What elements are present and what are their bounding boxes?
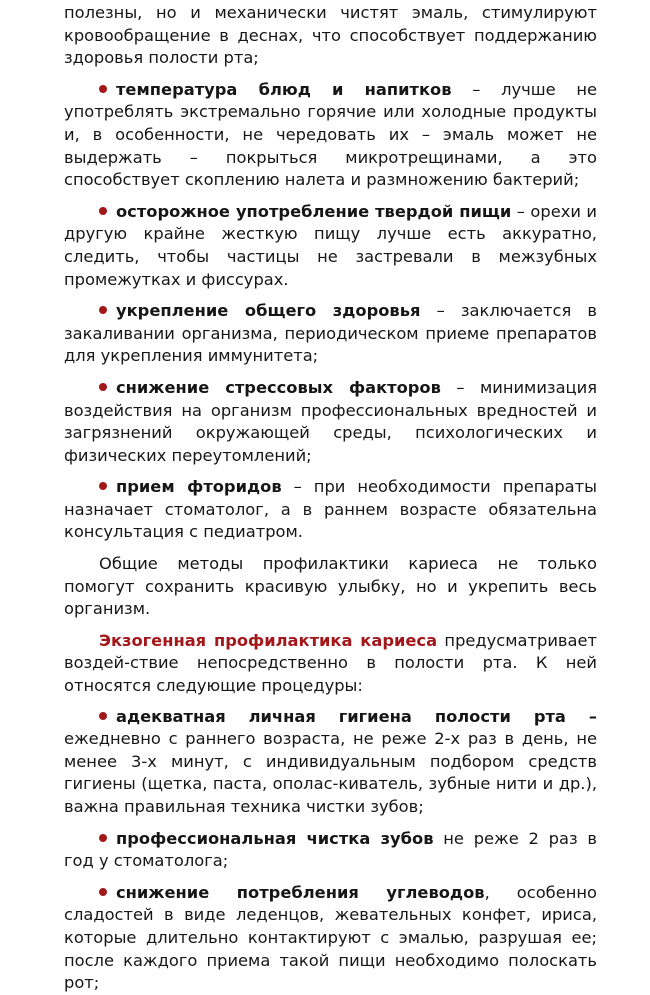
list-item-term: профессиональная чистка зубов xyxy=(116,828,434,848)
list-item-text: – орехи и другую крайне жесткую пищу лучше есть аккуратно, следить, чтобы частицы не застревали в межзубных промежутках и фиссурах. xyxy=(64,201,597,289)
paragraph-text: полезны, но и механически чистят эмаль, стимулируют кровообращение в деснах, что способствует поддержанию здоровья полости рта; xyxy=(64,3,597,68)
bullet-icon xyxy=(99,383,107,391)
list-item-food-temperature xyxy=(64,79,597,192)
list-item-text: – минимизация воздействия на организм профессиональных вредностей и загрязнений окружающей среды, психологических и физических переутомлений; xyxy=(64,377,597,465)
bullet-icon xyxy=(99,712,107,720)
list-item-general-health xyxy=(64,300,597,368)
document-page xyxy=(64,2,597,995)
bullet-icon xyxy=(99,85,107,93)
list-item-text: – лучше не употреблять экстремально горячие или холодные продукты и, в особенности, не чередовать их – эмаль может не выдержать – покрыться микротрещинами, а это способствует скоплению налета и размножению бактерий; xyxy=(64,79,597,190)
list-item-term: снижение потребления углеводов xyxy=(116,882,485,902)
list-item-text: , особенно сладостей в виде леденцов, жевательных конфет, ириса, которые длительно контактируют с эмалью, разрушая ее; после каждого приема такой пищи необходимо полоскать рот; xyxy=(64,882,597,993)
list-item-text: – при необходимости препараты назначает стоматолог, а в раннем возрасте обязательна консультация с педиатром. xyxy=(64,477,597,542)
list-item-term: прием фторидов xyxy=(116,477,282,497)
list-item-fluorides xyxy=(64,476,597,544)
paragraph-text: предусматривает воздей-ствие непосредственно в полости рта. К ней относятся следующие процедуры: xyxy=(64,630,597,696)
list-item-term: адекватная личная гигиена полости рта – xyxy=(116,706,597,726)
list-item-stress-reduction xyxy=(64,377,597,467)
list-item-professional-cleaning xyxy=(64,828,597,873)
bullet-icon xyxy=(99,888,107,896)
highlighted-term: Экзогенная профилактика кариеса xyxy=(99,630,438,650)
list-item-oral-hygiene xyxy=(64,706,597,819)
paragraph-continuation xyxy=(64,2,597,70)
list-item-term: осторожное употребление твердой пищи xyxy=(116,201,512,221)
list-item-term: снижение стрессовых факторов xyxy=(116,377,441,397)
bullet-icon xyxy=(99,207,107,215)
list-item-term: температура блюд и напитков xyxy=(116,79,452,99)
list-item-text: – заключается в закаливании организма, периодическом приеме препаратов для укрепления иммунитета; xyxy=(64,301,598,366)
bullet-icon xyxy=(99,482,107,490)
paragraph-exogenous-prevention xyxy=(64,630,597,698)
bullet-icon xyxy=(99,306,107,314)
list-item-hard-food xyxy=(64,201,597,291)
list-item-carbohydrates xyxy=(64,882,597,995)
bullet-icon xyxy=(99,834,107,842)
paragraph-general-methods xyxy=(64,553,597,621)
paragraph-text: Общие методы профилактики кариеса не только помогут сохранить красивую улыбку, но и укрепить весь организм. xyxy=(64,554,597,619)
list-item-text: ежедневно с раннего возраста, не реже 2-х раз в день, не менее 3-х минут, с индивидуальным подбором средств гигиены (щетка, паста, ополас-киватель, зубные нити и др.), важна правильная техника чистки зубов; xyxy=(64,729,597,816)
list-item-text: не реже 2 раз в год у стоматолога; xyxy=(64,828,597,871)
list-item-term: укрепление общего здоровья xyxy=(116,301,421,321)
